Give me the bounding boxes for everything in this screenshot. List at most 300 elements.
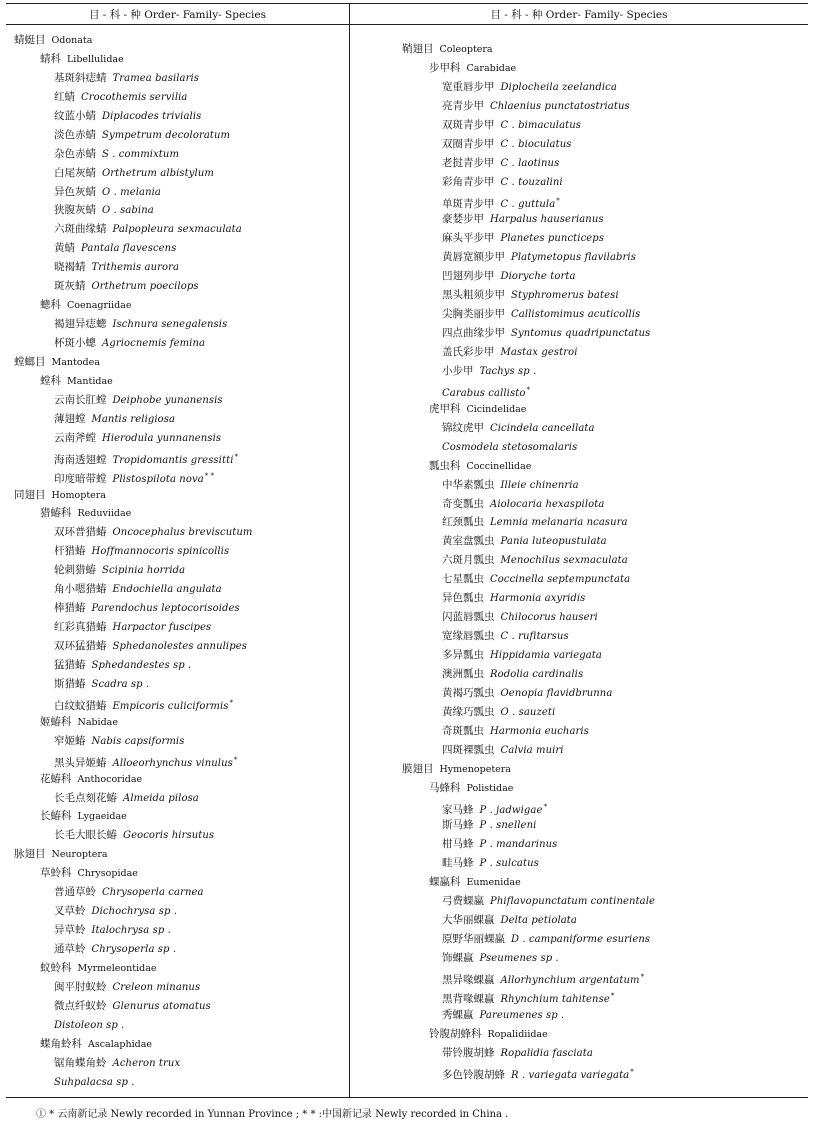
latin-name: Harpactor fuscipes [112,622,212,634]
species-row [402,267,655,286]
family-row [14,296,253,315]
latin-name: Platymetopus flavilabris [511,252,636,264]
latin-name: Odonata [51,35,93,46]
chinese-name: 蟌科 [40,299,61,312]
chinese-name: 长毛大眼长蝽 [54,829,117,842]
chinese-name: 黄缘巧瓢虫 [442,705,495,718]
family-row [14,864,253,883]
chinese-name: 宽重唇步甲 [442,80,495,93]
chinese-name: 豪婪步甲 [442,213,484,226]
chinese-name: 蜻蜓目 [14,34,46,46]
latin-name: Scadra sp . [91,678,150,690]
latin-name: Tramea basilaris [112,72,200,84]
chinese-name: 杆猎蝽 [54,545,86,558]
latin-name: Coleoptera [439,44,493,55]
species-row [14,997,253,1016]
species-row [402,949,655,968]
species-row [14,239,253,258]
species-row [14,1073,253,1092]
chinese-name: 红颈瓢虫 [442,516,484,529]
species-row [402,154,655,173]
latin-name: Ropalidiidae [487,1028,548,1040]
latin-name: Nabidae [77,716,118,728]
species-row [402,513,655,532]
latin-name: C . laotinus [500,157,560,169]
chinese-name: 蜾蠃科 [429,876,461,889]
species-row [402,97,655,116]
latin-name: Mantodea [51,356,100,368]
chinese-name: 脉翅目 [14,848,46,861]
latin-name: Diplocheila zeelandica [500,81,617,93]
latin-name: Cosmodela stetosomalaris [442,441,578,453]
chinese-name: 基斑斜痣蜻 [54,71,107,84]
species-row [14,599,253,618]
species-row [14,542,253,561]
chinese-name: 通草蛉 [54,943,86,955]
species-row [14,107,253,126]
chinese-name: 秀蜾蠃 [442,1008,474,1021]
species-row [14,88,253,107]
family-row [14,713,253,732]
latin-name: Lygaeidae [77,811,127,823]
record-mark: * [234,452,239,461]
chinese-name: 畦马蜂 [442,857,474,870]
chinese-name: 猎蝽科 [40,507,72,520]
latin-name: Calvia muiri [500,744,564,756]
latin-name: Anthocoridae [77,773,143,785]
latin-name: Phiflavopunctatum continentale [490,896,656,908]
latin-name: Dioryche torta [500,271,576,283]
species-row [402,968,655,987]
latin-name: C . bioculatus [500,138,572,150]
species-row [14,694,253,713]
species-row [402,722,655,741]
latin-name: Polistidae [466,782,514,794]
family-row [14,770,253,789]
latin-name: O . sabina [102,205,154,217]
latin-name: Glenurus atomatus [112,1000,211,1012]
species-row [14,637,253,656]
chinese-name: 晓褐蜻 [54,261,86,274]
species-row [14,391,253,410]
species-row [14,789,253,808]
species-row [402,343,655,362]
latin-name: Carabus callisto [442,387,526,399]
latin-name: Agriocnemis femina [102,338,206,349]
species-row [14,656,253,675]
latin-name: Mantidae [67,375,113,387]
latin-name: Endochiella angulata [112,584,222,596]
species-row [402,627,655,646]
latin-name: Distoleon sp . [54,1019,125,1031]
chinese-name: 斯马蜂 [442,819,474,832]
chinese-name: 杂色赤蜻 [54,147,96,160]
chinese-name: 盖氏彩步甲 [442,346,495,358]
species-row [14,467,253,486]
chinese-name: 叉草蛉 [54,905,86,918]
chinese-name: 红彩真猎蝽 [54,621,107,634]
chinese-name: 双圈青步甲 [442,137,495,150]
latin-name: Chrysoperla carnea [102,887,204,899]
order-row [14,353,253,372]
chinese-name: 多色铃腹胡蜂 [442,1068,505,1081]
latin-name: Menochilus sexmaculata [500,555,628,567]
species-row [402,532,655,551]
latin-name: P . sulcatus [479,858,539,870]
chinese-name: 异色灰蜻 [54,185,96,198]
latin-name: Illeie chinenria [500,479,579,491]
family-row [402,400,655,419]
latin-name: Tachys sp . [479,365,537,377]
chinese-name: 花蝽科 [40,772,72,785]
latin-name: Trithemis aurora [91,262,180,274]
chinese-name: 麻头平步甲 [442,232,495,245]
latin-name: R . variegata variegata [511,1069,630,1081]
latin-name: Allorhynchium argentatum [500,974,640,986]
species-row [402,476,655,495]
latin-name: O . melania [102,186,161,198]
chinese-name: 瓢虫科 [429,459,461,472]
chinese-name: 鞘翅目 [402,43,434,55]
species-row [14,315,253,334]
family-row [402,873,655,892]
latin-name: Ascalaphidae [88,1038,153,1050]
latin-name: Geocoris hirsutus [123,830,215,842]
record-mark: * [233,755,238,764]
chinese-name: 四点曲缘步甲 [442,327,505,340]
family-row [14,504,253,523]
chinese-name: 双环普猎蝽 [54,526,107,539]
chinese-name: 单斑青步甲 [442,197,495,210]
latin-name: Reduviidae [77,508,132,520]
family-row [402,1025,655,1044]
species-row [402,798,655,817]
latin-name: Oenopia flavidbrunna [500,687,613,699]
chinese-name: 凹翅列步甲 [442,270,495,283]
species-row [402,229,655,248]
chinese-name: 螳螂目 [14,355,46,368]
latin-name: Lemnia melanaria ncasura [490,517,628,529]
chinese-name: 闽平肘蚁蛉 [54,980,107,993]
chinese-name: 黄褐巧瓢虫 [442,686,495,699]
family-row [14,50,253,69]
latin-name: Empicoris culiciformis [112,700,229,712]
chinese-name: 宽缘唇瓢虫 [442,630,495,643]
record-mark: * [229,698,234,707]
chinese-name: 棒猎蝽 [54,602,86,615]
latin-name: Hoffmannocoris spinicollis [91,546,230,558]
latin-name: Ropalidia fasciata [500,1047,593,1059]
chinese-name: 彩角青步甲 [442,175,495,188]
species-row [402,892,655,911]
chinese-name: 褐翅异痣蟌 [54,318,107,331]
chinese-name: 步甲科 [429,61,461,74]
latin-name: Homoptera [51,489,106,501]
chinese-name: 家马蜂 [442,803,474,816]
chinese-name: 六斑月瓢虫 [442,554,495,567]
chinese-name: 淡色赤蜻 [54,128,96,141]
chinese-name: 柑马蜂 [442,838,474,851]
chinese-name: 亮青步甲 [442,99,484,112]
chinese-name: 原野华丽蜾蠃 [442,933,505,946]
species-row [14,940,253,959]
chinese-name: 黄唇宽额步甲 [442,251,505,264]
chinese-name: 闪蓝唇瓢虫 [442,611,495,624]
order-row [14,486,253,505]
species-row [402,495,655,514]
chinese-name: 纹蓝小蜻 [54,109,96,122]
chinese-name: 斯猎蝽 [54,677,86,690]
chinese-name: 老挝青步甲 [442,156,495,169]
species-row [402,419,655,438]
latin-name: Orthetrum albistylum [102,167,214,179]
chinese-name: 黑头粗须步甲 [442,289,505,302]
species-row [14,183,253,202]
chinese-name: 印度暗带螳 [54,472,107,485]
species-row [402,703,655,722]
chinese-name: 虎甲科 [429,402,461,415]
latin-name: Rodolia cardinalis [490,668,584,680]
latin-name: Crocothemis servilia [81,91,188,103]
latin-name: C . rufitarsus [500,631,569,643]
chinese-name: 黑异喙蜾蠃 [442,973,495,986]
chinese-name: 白尾灰蜻 [54,166,96,179]
species-row [14,580,253,599]
chinese-name: 斑灰蜻 [54,280,86,293]
latin-name: D . campaniforme esuriens [511,934,651,946]
species-row [14,675,253,694]
latin-name: Hippidamia variegata [490,650,602,661]
chinese-name: 多异瓢虫 [442,649,484,661]
order-row [14,845,253,864]
species-row [14,201,253,220]
chinese-name: 草蛉科 [40,867,72,880]
chinese-name: 微点纤蚁蛉 [54,999,107,1012]
species-row [402,135,655,154]
header-right: 目 - 科 - 种 Order- Family- Species [490,9,668,21]
species-row [402,1006,655,1025]
species-row [14,448,253,467]
species-row [402,210,655,229]
latin-name: Pareumenes sp . [479,1009,565,1021]
footnote: ① * 云南新记录 Newly recorded in Yunnan Province ; * * :中国新记录 Newly recorded in China . [36,1109,509,1120]
chinese-name: 海南透翅螳 [54,453,107,466]
latin-name: O . sauzeti [500,706,556,718]
family-row [402,779,655,798]
latin-name: Acheron trux [112,1057,181,1069]
species-row [14,618,253,637]
species-row [14,523,253,542]
chinese-name: 云南长肛螳 [54,393,107,406]
chinese-name: 轮刺猎蝽 [54,564,96,577]
latin-name: Hierodula yunnanensis [102,432,222,444]
chinese-name: 普通草蛉 [54,886,96,899]
species-row [402,381,655,400]
species-row [14,826,253,845]
latin-name: Chrysopidae [77,868,138,880]
chinese-name: 锯角蝶角蛉 [54,1056,107,1069]
species-row [14,561,253,580]
chinese-name: 尖胸类丽步甲 [442,308,505,321]
chinese-name: 红蜻 [54,90,75,103]
species-row [402,1044,655,1063]
latin-name: Syntomus quadripunctatus [511,328,651,340]
latin-name: Pantala flavescens [81,243,177,255]
chinese-name: 狭腹灰蜻 [54,204,96,217]
latin-name: Plistospilota nova [112,473,204,485]
chinese-name: 铃腹胡蜂科 [429,1027,482,1040]
species-row [14,921,253,940]
species-row [402,78,655,97]
species-row [402,987,655,1006]
left-column-list [14,31,253,1092]
latin-name: Suhpalacsa sp . [54,1076,135,1088]
species-row [402,116,655,135]
species-row [402,835,655,854]
latin-name: Harpalus hauserianus [490,214,604,226]
latin-name: P . snelleni [479,820,537,832]
latin-name: Creleon minanus [112,981,201,993]
chinese-name: 黄室盘瓢虫 [442,535,495,548]
latin-name: Harmonia eucharis [490,725,589,737]
species-row [402,646,655,665]
chinese-name: 带铃腹胡蜂 [442,1046,495,1059]
chinese-name: 饰蜾蠃 [442,952,474,964]
species-row [14,334,253,353]
latin-name: Delta petiolata [500,915,577,927]
latin-name: Deiphobe yunanensis [112,394,223,406]
chinese-name: 澳洲瓢虫 [442,667,484,680]
latin-name: Cicindela cancellata [490,422,595,434]
chinese-name: 黑背喙蜾蠃 [442,992,495,1005]
chinese-name: 弓费蜾蠃 [442,895,484,908]
order-row [14,31,253,50]
header-left: 目 - 科 - 种 Order- Family- Species [88,9,267,21]
species-row [14,978,253,997]
species-row [402,286,655,305]
latin-name: Sympetrum decoloratum [102,129,231,141]
species-row [402,438,655,457]
latin-name: Nabis capsiformis [91,735,185,747]
latin-name: Orthetrum poecilops [91,281,199,293]
latin-name: Rhynchium tahitense [500,993,610,1005]
latin-name: P . mandarinus [479,839,558,851]
species-row [14,220,253,239]
species-row [402,930,655,949]
species-row [402,248,655,267]
latin-name: Libellulidae [67,53,124,65]
latin-name: Aiolocaria hexaspilota [490,498,605,510]
latin-name: Almeida pilosa [123,792,199,804]
latin-name: Eumenidae [466,877,521,889]
latin-name: C . guttula [500,198,556,210]
record-mark: * [610,991,615,1000]
chinese-name: 大华丽蜾蠃 [442,914,495,927]
species-row [402,608,655,627]
latin-name: Dichochrysa sp . [91,906,178,918]
chinese-name: 中华素瓢虫 [442,478,495,491]
column-divider [349,4,350,1097]
latin-name: Ischnura senegalensis [112,319,228,331]
latin-name: Coccinellidae [466,460,532,472]
species-row [402,589,655,608]
chinese-name: 七星瓢虫 [442,573,484,586]
species-row [14,883,253,902]
latin-name: Italochrysa sp . [91,925,171,937]
chinese-name: 同翅目 [14,488,46,501]
chinese-name: 长毛点刻花蝽 [54,791,117,804]
species-row [14,902,253,921]
species-row [402,684,655,703]
species-row [402,362,655,381]
latin-name: Neuroptera [51,849,108,861]
record-mark: * * [204,471,215,480]
right-column-list [402,40,655,1082]
latin-name: Planetes puncticeps [500,233,605,245]
chinese-name: 角小嗯猎蝽 [54,583,107,596]
species-row [402,570,655,589]
latin-name: Carabidae [466,62,517,74]
family-row [14,1035,253,1054]
latin-name: Palpopleura sexmaculata [112,224,242,236]
record-mark: * [543,802,547,811]
header-divider [6,24,808,25]
latin-name: Oncocephalus breviscutum [112,527,253,539]
family-row [402,59,655,78]
order-row [402,760,655,779]
latin-name: Mastax gestroi [500,347,578,358]
latin-name: Alloeorhynchus vinulus [112,757,233,769]
chinese-name: 异色瓢虫 [442,592,484,605]
chinese-name: 双斑青步甲 [442,118,495,131]
chinese-name: 马蜂科 [429,781,461,794]
latin-name: Sphedandestes sp . [91,659,192,671]
latin-name: S . commixtum [102,148,180,160]
latin-name: Myrmeleontidae [77,962,157,974]
species-row [14,429,253,448]
species-row [402,305,655,324]
family-row [14,959,253,978]
family-row [402,457,655,476]
latin-name: Coccinella septempunctata [490,574,631,586]
chinese-name: 膜翅目 [402,762,434,775]
chinese-name: 锦纹虎甲 [442,421,484,434]
latin-name: Scipinia horrida [102,565,186,577]
species-row [14,1054,253,1073]
species-row [402,324,655,343]
species-row [14,751,253,770]
species-row [14,145,253,164]
species-row [14,732,253,751]
family-row [14,807,253,826]
record-mark: * [556,196,560,205]
chinese-name: 六斑曲缘蜻 [54,223,107,236]
family-row [14,372,253,391]
record-mark: * [526,385,530,394]
latin-name: Sphedanolestes annulipes [112,641,247,652]
latin-name: P . jadwigae [479,804,543,816]
chinese-name: 云南斧螳 [54,431,96,444]
chinese-name: 长蝽科 [40,810,72,823]
latin-name: Diplacodes trivialis [102,110,202,122]
chinese-name: 螳科 [40,374,61,387]
chinese-name: 奇变瓢虫 [442,497,484,510]
species-row [402,816,655,835]
species-row [402,854,655,873]
chinese-name: 窄姬蝽 [54,734,86,747]
order-row [402,40,655,59]
latin-name: Pania luteopustulata [500,536,607,548]
